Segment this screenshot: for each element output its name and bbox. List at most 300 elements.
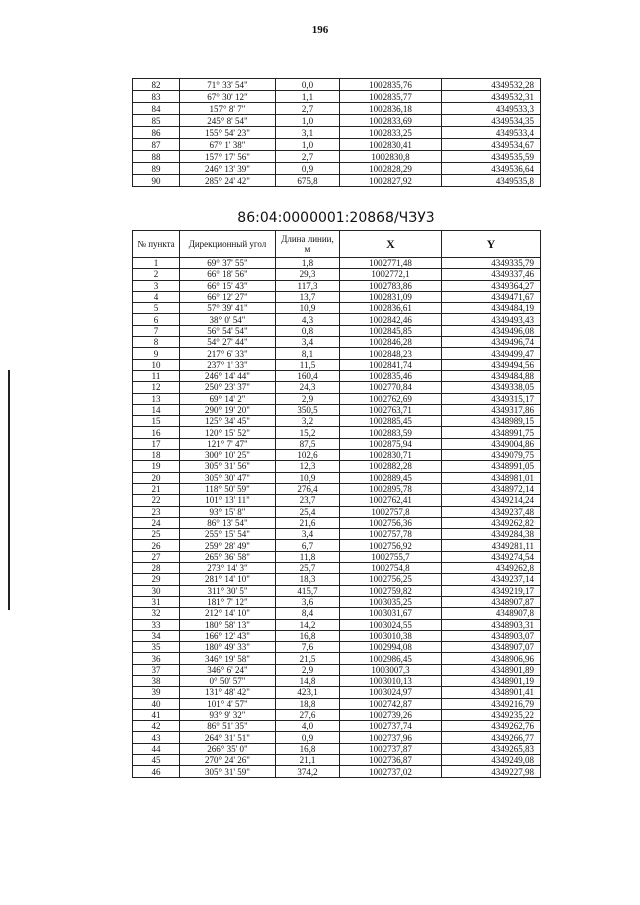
direction-angle-cell: 270° 24' 26" xyxy=(180,755,276,766)
point-number-cell: 30 xyxy=(133,585,180,596)
y-coordinate-cell: 4349235,22 xyxy=(442,709,541,720)
header-point-number: № пункта xyxy=(133,231,180,258)
parcel-cadastral-title: 86:04:0000001:20868/ЧЗУ3 xyxy=(237,210,435,226)
direction-angle-cell: 246° 13' 39" xyxy=(180,163,276,175)
direction-angle-cell: 157° 8' 7" xyxy=(180,103,276,115)
y-coordinate-cell: 4349535,8 xyxy=(442,175,541,187)
line-length-cell: 3,2 xyxy=(276,416,340,427)
line-length-cell: 102,6 xyxy=(276,450,340,461)
point-number-cell: 22 xyxy=(133,495,180,506)
table-row xyxy=(133,529,541,540)
direction-angle-cell: 121° 7' 47" xyxy=(180,438,276,449)
y-coordinate-cell: 4349496,74 xyxy=(442,337,541,348)
coordinates-table-continued xyxy=(132,78,541,187)
point-number-cell: 3 xyxy=(133,280,180,291)
table-row xyxy=(133,461,541,472)
table-row xyxy=(133,687,541,698)
x-coordinate-cell: 1002828,29 xyxy=(340,163,442,175)
table-row xyxy=(133,472,541,483)
header-x: X xyxy=(340,231,442,258)
x-coordinate-cell: 1003024,97 xyxy=(340,687,442,698)
y-coordinate-cell: 4349471,67 xyxy=(442,291,541,302)
y-coordinate-cell: 4349274,54 xyxy=(442,551,541,562)
y-coordinate-cell: 4348903,07 xyxy=(442,630,541,641)
x-coordinate-cell: 1002885,45 xyxy=(340,416,442,427)
table-row xyxy=(133,495,541,506)
coordinates-table-continued-body xyxy=(133,79,541,187)
direction-angle-cell: 0° 50' 57" xyxy=(180,675,276,686)
x-coordinate-cell: 1002754,8 xyxy=(340,563,442,574)
direction-angle-cell: 157° 17' 56" xyxy=(180,151,276,163)
line-length-cell: 117,3 xyxy=(276,280,340,291)
table-row xyxy=(133,163,541,175)
point-number-cell: 17 xyxy=(133,438,180,449)
y-coordinate-cell: 4348903,31 xyxy=(442,619,541,630)
direction-angle-cell: 120° 15' 52" xyxy=(180,427,276,438)
point-number-cell: 31 xyxy=(133,596,180,607)
direction-angle-cell: 67° 30' 12" xyxy=(180,91,276,103)
x-coordinate-cell: 1003035,25 xyxy=(340,596,442,607)
direction-angle-cell: 69° 37' 55" xyxy=(180,258,276,269)
y-coordinate-cell: 4348991,75 xyxy=(442,427,541,438)
point-number-cell: 44 xyxy=(133,743,180,754)
table-row xyxy=(133,540,541,551)
table-row xyxy=(133,258,541,269)
line-length-cell: 3,4 xyxy=(276,529,340,540)
line-length-cell: 1,0 xyxy=(276,139,340,151)
table-header-row xyxy=(133,231,541,258)
y-coordinate-cell: 4349219,17 xyxy=(442,585,541,596)
y-coordinate-cell: 4348901,41 xyxy=(442,687,541,698)
line-length-cell: 21,1 xyxy=(276,755,340,766)
point-number-cell: 83 xyxy=(133,91,180,103)
table-row xyxy=(133,303,541,314)
y-coordinate-cell: 4349265,83 xyxy=(442,743,541,754)
direction-angle-cell: 71° 33' 54" xyxy=(180,79,276,91)
table-row xyxy=(133,709,541,720)
direction-angle-cell: 237° 1' 33" xyxy=(180,359,276,370)
y-coordinate-cell: 4348901,89 xyxy=(442,664,541,675)
line-length-cell: 350,5 xyxy=(276,404,340,415)
direction-angle-cell: 250° 23' 37" xyxy=(180,382,276,393)
point-number-cell: 42 xyxy=(133,721,180,732)
x-coordinate-cell: 1002883,59 xyxy=(340,427,442,438)
direction-angle-cell: 181° 7' 12" xyxy=(180,596,276,607)
direction-angle-cell: 66° 12' 27" xyxy=(180,291,276,302)
direction-angle-cell: 266° 35' 0" xyxy=(180,743,276,754)
table-row xyxy=(133,596,541,607)
table-row xyxy=(133,653,541,664)
x-coordinate-cell: 1002833,69 xyxy=(340,115,442,127)
point-number-cell: 34 xyxy=(133,630,180,641)
point-number-cell: 13 xyxy=(133,393,180,404)
direction-angle-cell: 212° 14' 10" xyxy=(180,608,276,619)
x-coordinate-cell: 1002830,41 xyxy=(340,139,442,151)
point-number-cell: 45 xyxy=(133,755,180,766)
table-row xyxy=(133,630,541,641)
x-coordinate-cell: 1002830,8 xyxy=(340,151,442,163)
x-coordinate-cell: 1002830,71 xyxy=(340,450,442,461)
point-number-cell: 46 xyxy=(133,766,180,777)
x-coordinate-cell: 1002831,09 xyxy=(340,291,442,302)
point-number-cell: 15 xyxy=(133,416,180,427)
line-length-cell: 0,9 xyxy=(276,732,340,743)
point-number-cell: 28 xyxy=(133,563,180,574)
point-number-cell: 89 xyxy=(133,163,180,175)
x-coordinate-cell: 1002756,92 xyxy=(340,540,442,551)
y-coordinate-cell: 4349249,08 xyxy=(442,755,541,766)
line-length-cell: 3,6 xyxy=(276,596,340,607)
direction-angle-cell: 38° 0' 54" xyxy=(180,314,276,325)
table-row xyxy=(133,675,541,686)
x-coordinate-cell: 1002836,18 xyxy=(340,103,442,115)
x-coordinate-cell: 1002737,02 xyxy=(340,766,442,777)
table-row xyxy=(133,115,541,127)
direction-angle-cell: 93° 9' 32" xyxy=(180,709,276,720)
line-length-cell: 160,4 xyxy=(276,370,340,381)
y-coordinate-cell: 4349227,98 xyxy=(442,766,541,777)
table-row xyxy=(133,103,541,115)
y-coordinate-cell: 4349079,75 xyxy=(442,450,541,461)
y-coordinate-cell: 4349496,08 xyxy=(442,325,541,336)
direction-angle-cell: 166° 12' 43" xyxy=(180,630,276,641)
direction-angle-cell: 290° 19' 20" xyxy=(180,404,276,415)
y-coordinate-cell: 4349484,19 xyxy=(442,303,541,314)
coordinates-table xyxy=(132,230,541,778)
x-coordinate-cell: 1002845,85 xyxy=(340,325,442,336)
direction-angle-cell: 131° 48' 42" xyxy=(180,687,276,698)
direction-angle-cell: 56° 54' 54" xyxy=(180,325,276,336)
y-coordinate-cell: 4348907,87 xyxy=(442,596,541,607)
x-coordinate-cell: 1002986,45 xyxy=(340,653,442,664)
point-number-cell: 14 xyxy=(133,404,180,415)
point-number-cell: 9 xyxy=(133,348,180,359)
point-number-cell: 36 xyxy=(133,653,180,664)
point-number-cell: 85 xyxy=(133,115,180,127)
line-length-cell: 374,2 xyxy=(276,766,340,777)
direction-angle-cell: 93° 15' 8" xyxy=(180,506,276,517)
y-coordinate-cell: 4349484,88 xyxy=(442,370,541,381)
point-number-cell: 40 xyxy=(133,698,180,709)
point-number-cell: 87 xyxy=(133,139,180,151)
y-coordinate-cell: 4349338,05 xyxy=(442,382,541,393)
point-number-cell: 2 xyxy=(133,269,180,280)
point-number-cell: 26 xyxy=(133,540,180,551)
direction-angle-cell: 118° 50' 59" xyxy=(180,483,276,494)
table-row xyxy=(133,698,541,709)
x-coordinate-cell: 1003010,38 xyxy=(340,630,442,641)
x-coordinate-cell: 1002756,25 xyxy=(340,574,442,585)
line-length-cell: 24,3 xyxy=(276,382,340,393)
y-coordinate-cell: 4349266,77 xyxy=(442,732,541,743)
x-coordinate-cell: 1002842,46 xyxy=(340,314,442,325)
point-number-cell: 32 xyxy=(133,608,180,619)
table-row xyxy=(133,642,541,653)
x-coordinate-cell: 1002895,78 xyxy=(340,483,442,494)
line-length-cell: 87,5 xyxy=(276,438,340,449)
point-number-cell: 29 xyxy=(133,574,180,585)
direction-angle-cell: 69° 14' 2" xyxy=(180,393,276,404)
direction-angle-cell: 264° 31' 51" xyxy=(180,732,276,743)
direction-angle-cell: 101° 13' 11" xyxy=(180,495,276,506)
y-coordinate-cell: 4349535,59 xyxy=(442,151,541,163)
point-number-cell: 41 xyxy=(133,709,180,720)
x-coordinate-cell: 1002755,7 xyxy=(340,551,442,562)
point-number-cell: 37 xyxy=(133,664,180,675)
line-length-cell: 1,1 xyxy=(276,91,340,103)
direction-angle-cell: 125° 34' 45" xyxy=(180,416,276,427)
table-row xyxy=(133,91,541,103)
direction-angle-cell: 311° 30' 5" xyxy=(180,585,276,596)
coordinates-table-body xyxy=(133,258,541,778)
x-coordinate-cell: 1002739,26 xyxy=(340,709,442,720)
point-number-cell: 90 xyxy=(133,175,180,187)
table-row xyxy=(133,743,541,754)
direction-angle-cell: 281° 14' 10" xyxy=(180,574,276,585)
y-coordinate-cell: 4349004,86 xyxy=(442,438,541,449)
direction-angle-cell: 259° 28' 49" xyxy=(180,540,276,551)
line-length-cell: 15,2 xyxy=(276,427,340,438)
y-coordinate-cell: 4348907,07 xyxy=(442,642,541,653)
y-coordinate-cell: 4348989,15 xyxy=(442,416,541,427)
y-coordinate-cell: 4349534,35 xyxy=(442,115,541,127)
line-length-cell: 12,3 xyxy=(276,461,340,472)
point-number-cell: 20 xyxy=(133,472,180,483)
x-coordinate-cell: 1002846,28 xyxy=(340,337,442,348)
table-row xyxy=(133,563,541,574)
line-length-cell: 4,3 xyxy=(276,314,340,325)
line-length-cell: 2,7 xyxy=(276,103,340,115)
table-row xyxy=(133,325,541,336)
line-length-cell: 21,6 xyxy=(276,517,340,528)
line-length-cell: 21,5 xyxy=(276,653,340,664)
table-row xyxy=(133,269,541,280)
point-number-cell: 39 xyxy=(133,687,180,698)
table-row xyxy=(133,359,541,370)
y-coordinate-cell: 4348972,14 xyxy=(442,483,541,494)
margin-line xyxy=(8,370,10,610)
direction-angle-cell: 86° 51' 35" xyxy=(180,721,276,732)
y-coordinate-cell: 4349315,17 xyxy=(442,393,541,404)
x-coordinate-cell: 1002835,76 xyxy=(340,79,442,91)
x-coordinate-cell: 1002882,28 xyxy=(340,461,442,472)
line-length-cell: 18,8 xyxy=(276,698,340,709)
y-coordinate-cell: 4349262,82 xyxy=(442,517,541,528)
x-coordinate-cell: 1003010,13 xyxy=(340,675,442,686)
table-row xyxy=(133,766,541,777)
point-number-cell: 5 xyxy=(133,303,180,314)
point-number-cell: 27 xyxy=(133,551,180,562)
y-coordinate-cell: 4349533,4 xyxy=(442,127,541,139)
table-row xyxy=(133,608,541,619)
point-number-cell: 8 xyxy=(133,337,180,348)
x-coordinate-cell: 1002835,77 xyxy=(340,91,442,103)
direction-angle-cell: 346° 19' 58" xyxy=(180,653,276,664)
table-row xyxy=(133,732,541,743)
table-row xyxy=(133,370,541,381)
point-number-cell: 6 xyxy=(133,314,180,325)
y-coordinate-cell: 4349317,86 xyxy=(442,404,541,415)
point-number-cell: 23 xyxy=(133,506,180,517)
header-direction-angle: Дирекционный угол xyxy=(180,231,276,258)
page-number: 196 xyxy=(311,24,329,36)
y-coordinate-cell: 4349493,43 xyxy=(442,314,541,325)
direction-angle-cell: 305° 31' 56" xyxy=(180,461,276,472)
x-coordinate-cell: 1002848,23 xyxy=(340,348,442,359)
y-coordinate-cell: 4349536,64 xyxy=(442,163,541,175)
line-length-cell: 14,8 xyxy=(276,675,340,686)
x-coordinate-cell: 1002737,74 xyxy=(340,721,442,732)
y-coordinate-cell: 4349533,3 xyxy=(442,103,541,115)
x-coordinate-cell: 1002737,96 xyxy=(340,732,442,743)
x-coordinate-cell: 1002889,45 xyxy=(340,472,442,483)
table-row xyxy=(133,585,541,596)
point-number-cell: 43 xyxy=(133,732,180,743)
x-coordinate-cell: 1002770,84 xyxy=(340,382,442,393)
x-coordinate-cell: 1002737,87 xyxy=(340,743,442,754)
table-row xyxy=(133,664,541,675)
line-length-cell: 423,1 xyxy=(276,687,340,698)
table-row xyxy=(133,337,541,348)
direction-angle-cell: 180° 58' 13" xyxy=(180,619,276,630)
y-coordinate-cell: 4349494,56 xyxy=(442,359,541,370)
direction-angle-cell: 273° 14' 3" xyxy=(180,563,276,574)
x-coordinate-cell: 1002762,69 xyxy=(340,393,442,404)
direction-angle-cell: 265° 36' 58" xyxy=(180,551,276,562)
table-row xyxy=(133,427,541,438)
line-length-cell: 1,8 xyxy=(276,258,340,269)
point-number-cell: 12 xyxy=(133,382,180,393)
table-row xyxy=(133,517,541,528)
x-coordinate-cell: 1003031,67 xyxy=(340,608,442,619)
line-length-cell: 11,8 xyxy=(276,551,340,562)
y-coordinate-cell: 4349216,79 xyxy=(442,698,541,709)
x-coordinate-cell: 1002763,71 xyxy=(340,404,442,415)
direction-angle-cell: 217° 6' 33" xyxy=(180,348,276,359)
direction-angle-cell: 245° 8' 54" xyxy=(180,115,276,127)
y-coordinate-cell: 4348901,19 xyxy=(442,675,541,686)
y-coordinate-cell: 4349262,8 xyxy=(442,563,541,574)
point-number-cell: 16 xyxy=(133,427,180,438)
line-length-cell: 3,1 xyxy=(276,127,340,139)
table-row xyxy=(133,450,541,461)
direction-angle-cell: 255° 15' 54" xyxy=(180,529,276,540)
y-coordinate-cell: 4349281,11 xyxy=(442,540,541,551)
line-length-cell: 2,7 xyxy=(276,151,340,163)
x-coordinate-cell: 1003007,3 xyxy=(340,664,442,675)
line-length-cell: 4,0 xyxy=(276,721,340,732)
x-coordinate-cell: 1002762,41 xyxy=(340,495,442,506)
y-coordinate-cell: 4349214,24 xyxy=(442,495,541,506)
table-row xyxy=(133,175,541,187)
direction-angle-cell: 305° 30' 47" xyxy=(180,472,276,483)
y-coordinate-cell: 4349262,76 xyxy=(442,721,541,732)
x-coordinate-cell: 1002757,8 xyxy=(340,506,442,517)
line-length-cell: 6,7 xyxy=(276,540,340,551)
line-length-cell: 3,4 xyxy=(276,337,340,348)
y-coordinate-cell: 4349284,38 xyxy=(442,529,541,540)
table-row xyxy=(133,755,541,766)
table-row xyxy=(133,404,541,415)
point-number-cell: 38 xyxy=(133,675,180,686)
x-coordinate-cell: 1002994,08 xyxy=(340,642,442,653)
line-length-cell: 13,7 xyxy=(276,291,340,302)
x-coordinate-cell: 1002836,61 xyxy=(340,303,442,314)
table-row xyxy=(133,139,541,151)
y-coordinate-cell: 4349337,46 xyxy=(442,269,541,280)
line-length-cell: 8,4 xyxy=(276,608,340,619)
direction-angle-cell: 86° 13' 54" xyxy=(180,517,276,528)
point-number-cell: 21 xyxy=(133,483,180,494)
direction-angle-cell: 54° 27' 44" xyxy=(180,337,276,348)
line-length-cell: 8,1 xyxy=(276,348,340,359)
y-coordinate-cell: 4349335,79 xyxy=(442,258,541,269)
table-row xyxy=(133,416,541,427)
table-row xyxy=(133,506,541,517)
y-coordinate-cell: 4349532,31 xyxy=(442,91,541,103)
line-length-cell: 7,6 xyxy=(276,642,340,653)
x-coordinate-cell: 1002833,25 xyxy=(340,127,442,139)
table-row xyxy=(133,393,541,404)
direction-angle-cell: 246° 14' 44" xyxy=(180,370,276,381)
table-row xyxy=(133,551,541,562)
table-row xyxy=(133,438,541,449)
table-row xyxy=(133,619,541,630)
line-length-cell: 1,0 xyxy=(276,115,340,127)
point-number-cell: 88 xyxy=(133,151,180,163)
line-length-cell: 415,7 xyxy=(276,585,340,596)
direction-angle-cell: 285° 24' 42" xyxy=(180,175,276,187)
y-coordinate-cell: 4348907,8 xyxy=(442,608,541,619)
line-length-cell: 23,7 xyxy=(276,495,340,506)
point-number-cell: 84 xyxy=(133,103,180,115)
header-y: Y xyxy=(442,231,541,258)
line-length-cell: 0,0 xyxy=(276,79,340,91)
line-length-cell: 25,7 xyxy=(276,563,340,574)
x-coordinate-cell: 1002756,36 xyxy=(340,517,442,528)
line-length-cell: 0,8 xyxy=(276,325,340,336)
point-number-cell: 1 xyxy=(133,258,180,269)
point-number-cell: 25 xyxy=(133,529,180,540)
direction-angle-cell: 346° 6' 24" xyxy=(180,664,276,675)
y-coordinate-cell: 4348906,96 xyxy=(442,653,541,664)
table-row xyxy=(133,314,541,325)
point-number-cell: 18 xyxy=(133,450,180,461)
direction-angle-cell: 66° 15' 43" xyxy=(180,280,276,291)
x-coordinate-cell: 1002757,78 xyxy=(340,529,442,540)
y-coordinate-cell: 4348991,05 xyxy=(442,461,541,472)
point-number-cell: 7 xyxy=(133,325,180,336)
line-length-cell: 25,4 xyxy=(276,506,340,517)
y-coordinate-cell: 4348981,01 xyxy=(442,472,541,483)
x-coordinate-cell: 1002783,86 xyxy=(340,280,442,291)
line-length-cell: 16,8 xyxy=(276,743,340,754)
line-length-cell: 14,2 xyxy=(276,619,340,630)
table-row xyxy=(133,382,541,393)
y-coordinate-cell: 4349237,14 xyxy=(442,574,541,585)
x-coordinate-cell: 1003024,55 xyxy=(340,619,442,630)
header-line-length: Длина линии, м xyxy=(276,231,340,258)
y-coordinate-cell: 4349499,47 xyxy=(442,348,541,359)
point-number-cell: 82 xyxy=(133,79,180,91)
y-coordinate-cell: 4349534,67 xyxy=(442,139,541,151)
y-coordinate-cell: 4349364,27 xyxy=(442,280,541,291)
line-length-cell: 16,8 xyxy=(276,630,340,641)
y-coordinate-cell: 4349237,48 xyxy=(442,506,541,517)
x-coordinate-cell: 1002875,94 xyxy=(340,438,442,449)
point-number-cell: 86 xyxy=(133,127,180,139)
table-row xyxy=(133,151,541,163)
